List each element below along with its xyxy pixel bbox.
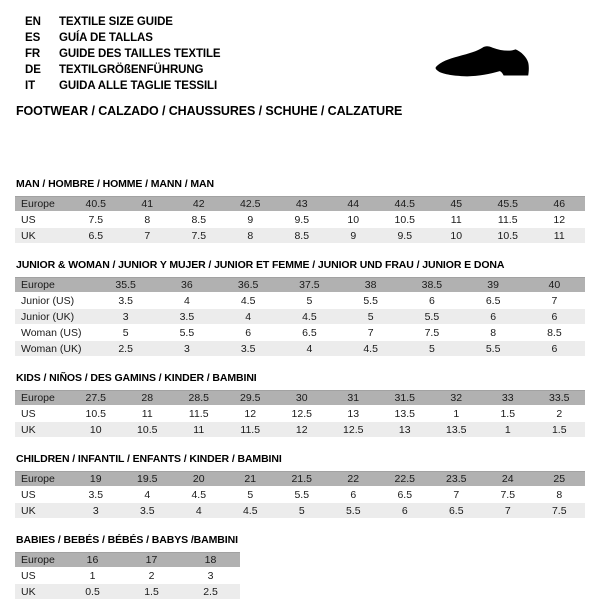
size-value-cell: 22	[347, 473, 360, 485]
size-value-cell: 7	[144, 229, 151, 242]
size-value-cell: 12	[553, 213, 566, 226]
size-value-cell: 21.5	[291, 473, 312, 485]
size-tables	[15, 178, 585, 600]
size-value-cell: 3.5	[139, 504, 155, 517]
language-code: FR	[25, 48, 41, 60]
size-table-title: KIDS / NIÑOS / DES GAMINS / KINDER / BAMBINI	[16, 372, 257, 384]
size-value-cell: 7.5	[88, 213, 104, 226]
size-value-cell: 12.5	[291, 407, 312, 420]
size-value-cell: 10.5	[394, 213, 415, 226]
size-value-cell: 9.5	[397, 229, 413, 242]
size-value-cell: 20	[192, 473, 205, 485]
size-table-header-row	[15, 390, 585, 406]
language-code: DE	[25, 64, 41, 76]
size-value-cell: 9	[350, 229, 357, 242]
size-value-cell: 33	[501, 392, 514, 404]
size-value-cell: 5.5	[179, 326, 195, 339]
size-value-cell: 5	[367, 310, 374, 323]
size-value-cell: 10.5	[497, 229, 518, 242]
size-value-cell: 5	[122, 326, 129, 339]
size-value-cell: 7	[551, 294, 558, 307]
size-value-cell: 5.5	[294, 488, 310, 501]
size-value-cell: 44	[347, 198, 360, 210]
size-value-cell: 6	[401, 504, 408, 517]
size-value-cell: 10.5	[85, 407, 106, 420]
language-label: GUIDA ALLE TAGLIE TESSILI	[59, 80, 218, 92]
size-value-cell: 2	[556, 407, 563, 420]
size-value-cell: 5	[428, 342, 435, 355]
size-value-cell: 11	[450, 213, 462, 226]
size-value-cell: 11.5	[497, 213, 518, 226]
size-value-cell: 43	[295, 198, 308, 210]
size-table	[15, 471, 585, 519]
size-value-cell: 8	[144, 213, 151, 226]
size-table-section-kids	[15, 372, 585, 438]
row-label: Junior (UK)	[21, 310, 75, 323]
size-value-cell: 4	[144, 488, 151, 501]
size-value-cell: 3.5	[179, 310, 195, 323]
size-value-cell: 5	[298, 504, 305, 517]
size-table-row	[15, 325, 585, 341]
size-table-section-man	[15, 178, 585, 244]
row-label: Europe	[21, 198, 55, 210]
size-value-cell: 3	[207, 569, 214, 582]
size-table-row	[15, 228, 585, 244]
size-value-cell: 6	[245, 326, 252, 339]
size-value-cell: 5.5	[363, 294, 378, 307]
size-value-cell: 10	[450, 229, 463, 242]
size-value-cell: 7.5	[551, 504, 567, 517]
size-value-cell: 7	[453, 488, 460, 501]
category-title: FOOTWEAR / CALZADO / CHAUSSURES / SCHUHE / CALZATURE	[16, 104, 403, 118]
size-value-cell: 2.5	[118, 342, 133, 355]
size-value-cell: 1	[89, 569, 96, 582]
size-value-cell: 9	[247, 213, 254, 226]
row-label: Woman (US)	[21, 326, 82, 339]
size-value-cell: 9.5	[294, 213, 310, 226]
size-value-cell: 0.5	[85, 585, 100, 598]
size-value-cell: 32	[450, 392, 463, 404]
size-table-row	[15, 503, 585, 519]
size-table-row	[15, 584, 240, 600]
size-value-cell: 22.5	[394, 473, 415, 485]
size-value-cell: 1.5	[144, 585, 159, 598]
size-value-cell: 1	[504, 423, 511, 436]
size-value-cell: 7.5	[191, 229, 207, 242]
size-table-row	[15, 568, 240, 584]
size-value-cell: 11	[193, 423, 205, 436]
size-value-cell: 12	[244, 407, 257, 420]
size-table-section-junior-woman	[15, 259, 585, 357]
size-value-cell: 6.5	[448, 504, 464, 517]
size-value-cell: 44.5	[394, 198, 415, 210]
size-table-header-row	[15, 196, 585, 212]
size-value-cell: 1.5	[551, 423, 567, 436]
size-value-cell: 42	[192, 198, 205, 210]
row-label: US	[21, 488, 36, 501]
size-table-row	[15, 487, 585, 503]
size-value-cell: 35.5	[115, 279, 136, 291]
size-value-cell: 42.5	[240, 198, 261, 210]
row-label: US	[21, 407, 36, 420]
size-table-title: CHILDREN / INFANTIL / ENFANTS / KINDER / BAMBINI	[16, 453, 282, 465]
row-label: Europe	[21, 279, 55, 291]
size-value-cell: 5	[247, 488, 254, 501]
language-label: TEXTILGRÖßENFÜHRUNG	[59, 64, 204, 76]
size-value-cell: 5.5	[424, 310, 440, 323]
row-label: Europe	[21, 554, 55, 566]
size-table-header-row	[15, 471, 585, 487]
size-value-cell: 3	[92, 504, 99, 517]
size-value-cell: 45.5	[497, 198, 518, 210]
size-value-cell: 23.5	[446, 473, 467, 485]
size-value-cell: 11	[141, 407, 153, 420]
size-value-cell: 6	[490, 310, 497, 323]
size-value-cell: 38	[364, 279, 377, 291]
size-table-header-row	[15, 552, 240, 568]
size-value-cell: 6	[551, 310, 558, 323]
size-value-cell: 1.5	[500, 407, 516, 420]
language-label: GUIDE DES TAILLES TEXTILE	[59, 48, 221, 60]
size-value-cell: 5	[306, 294, 313, 307]
size-value-cell: 4	[183, 294, 190, 307]
size-value-cell: 25	[553, 473, 566, 485]
size-value-cell: 40.5	[85, 198, 106, 210]
size-value-cell: 39	[487, 279, 499, 291]
size-table	[15, 552, 240, 600]
size-table-section-babies	[15, 534, 585, 600]
size-value-cell: 8	[247, 229, 254, 242]
language-row	[25, 14, 600, 30]
size-value-cell: 6.5	[485, 294, 501, 307]
size-value-cell: 7	[504, 504, 511, 517]
size-value-cell: 12	[295, 423, 308, 436]
language-code: EN	[25, 16, 41, 28]
size-value-cell: 41	[141, 198, 154, 210]
size-value-cell: 10	[89, 423, 102, 436]
size-value-cell: 10	[347, 213, 360, 226]
size-value-cell: 16	[86, 554, 99, 566]
size-value-cell: 10.5	[137, 423, 158, 436]
size-value-cell: 3.5	[240, 342, 256, 355]
size-table-row	[15, 309, 585, 325]
size-value-cell: 18	[204, 554, 217, 566]
size-value-cell: 33.5	[549, 392, 570, 404]
size-value-cell: 6.5	[302, 326, 317, 339]
size-value-cell: 6	[428, 294, 435, 307]
language-code: ES	[25, 32, 41, 44]
size-value-cell: 8.5	[294, 229, 310, 242]
size-value-cell: 4.5	[302, 310, 317, 323]
size-value-cell: 29.5	[240, 392, 261, 404]
size-value-cell: 2	[148, 569, 155, 582]
row-label: US	[21, 569, 36, 582]
row-label: UK	[21, 585, 36, 598]
size-value-cell: 4	[245, 310, 252, 323]
size-value-cell: 4.5	[363, 342, 378, 355]
row-label: Europe	[21, 473, 55, 485]
size-value-cell: 7.5	[424, 326, 440, 339]
row-label: Woman (UK)	[21, 342, 82, 355]
size-value-cell: 4.5	[191, 488, 207, 501]
size-value-cell: 13	[347, 407, 360, 420]
row-label: Europe	[21, 392, 55, 404]
size-value-cell: 40	[548, 279, 561, 291]
dress-shoe-icon	[398, 33, 570, 93]
size-value-cell: 27.5	[85, 392, 106, 404]
size-value-cell: 5.5	[485, 342, 501, 355]
size-value-cell: 8.5	[191, 213, 207, 226]
size-table-row	[15, 406, 585, 422]
row-label: Junior (US)	[21, 294, 75, 307]
size-value-cell: 37.5	[299, 279, 320, 291]
size-table-row	[15, 422, 585, 438]
language-label: TEXTILE SIZE GUIDE	[59, 16, 173, 28]
size-value-cell: 36	[181, 279, 193, 291]
size-value-cell: 28.5	[188, 392, 209, 404]
size-value-cell: 6.5	[88, 229, 104, 242]
size-value-cell: 1	[453, 407, 460, 420]
row-label: UK	[21, 504, 36, 517]
size-table-title: BABIES / BEBÉS / BÉBÉS / BABYS /BAMBINI	[16, 534, 238, 546]
size-table-row	[15, 293, 585, 309]
size-value-cell: 13.5	[446, 423, 467, 436]
size-table-title: JUNIOR & WOMAN / JUNIOR Y MUJER / JUNIOR ET FEMME / JUNIOR UND FRAU / JUNIOR E DONA	[16, 259, 505, 271]
size-value-cell: 31.5	[394, 392, 415, 404]
size-table	[15, 196, 585, 244]
size-value-cell: 12.5	[343, 423, 364, 436]
size-value-cell: 36.5	[237, 279, 259, 291]
size-value-cell: 19.5	[137, 473, 158, 485]
size-value-cell: 3	[122, 310, 129, 323]
size-value-cell: 45	[450, 198, 463, 210]
size-value-cell: 6.5	[397, 488, 413, 501]
page-header	[0, 0, 600, 128]
size-value-cell: 4.5	[242, 504, 258, 517]
size-table	[15, 390, 585, 438]
size-table-row	[15, 212, 585, 228]
size-value-cell: 24	[501, 473, 514, 485]
size-table	[15, 277, 585, 357]
size-value-cell: 2.5	[203, 585, 218, 598]
size-value-cell: 28	[141, 392, 154, 404]
size-table-section-children	[15, 453, 585, 519]
size-value-cell: 3.5	[88, 488, 104, 501]
size-value-cell: 31	[347, 392, 360, 404]
size-value-cell: 6	[551, 342, 558, 355]
language-label: GUÍA DE TALLAS	[59, 32, 153, 44]
size-value-cell: 11	[553, 229, 565, 242]
size-value-cell: 19	[89, 473, 102, 485]
size-table-header-row	[15, 277, 585, 293]
size-value-cell: 46	[553, 198, 566, 210]
size-value-cell: 3	[183, 342, 190, 355]
size-value-cell: 6	[350, 488, 357, 501]
size-value-cell: 13.5	[394, 407, 415, 420]
size-table-row	[15, 341, 585, 357]
size-value-cell: 4	[306, 342, 313, 355]
language-code: IT	[25, 80, 36, 92]
row-label: UK	[21, 229, 36, 242]
size-value-cell: 5.5	[345, 504, 361, 517]
size-value-cell: 4	[195, 504, 202, 517]
size-table-title: MAN / HOMBRE / HOMME / MANN / MAN	[16, 178, 214, 190]
row-label: US	[21, 213, 36, 226]
size-value-cell: 7.5	[500, 488, 516, 501]
size-value-cell: 11.5	[188, 407, 209, 420]
size-value-cell: 11.5	[240, 423, 261, 436]
size-value-cell: 8	[490, 326, 497, 339]
size-value-cell: 30	[295, 392, 308, 404]
size-value-cell: 13	[398, 423, 411, 436]
size-value-cell: 21	[244, 473, 257, 485]
size-value-cell: 8	[556, 488, 563, 501]
size-value-cell: 7	[367, 326, 374, 339]
size-value-cell: 17	[145, 554, 158, 566]
size-value-cell: 38.5	[421, 279, 443, 291]
row-label: UK	[21, 423, 36, 436]
size-value-cell: 3.5	[118, 294, 133, 307]
size-value-cell: 8.5	[547, 326, 562, 339]
size-value-cell: 4.5	[240, 294, 256, 307]
